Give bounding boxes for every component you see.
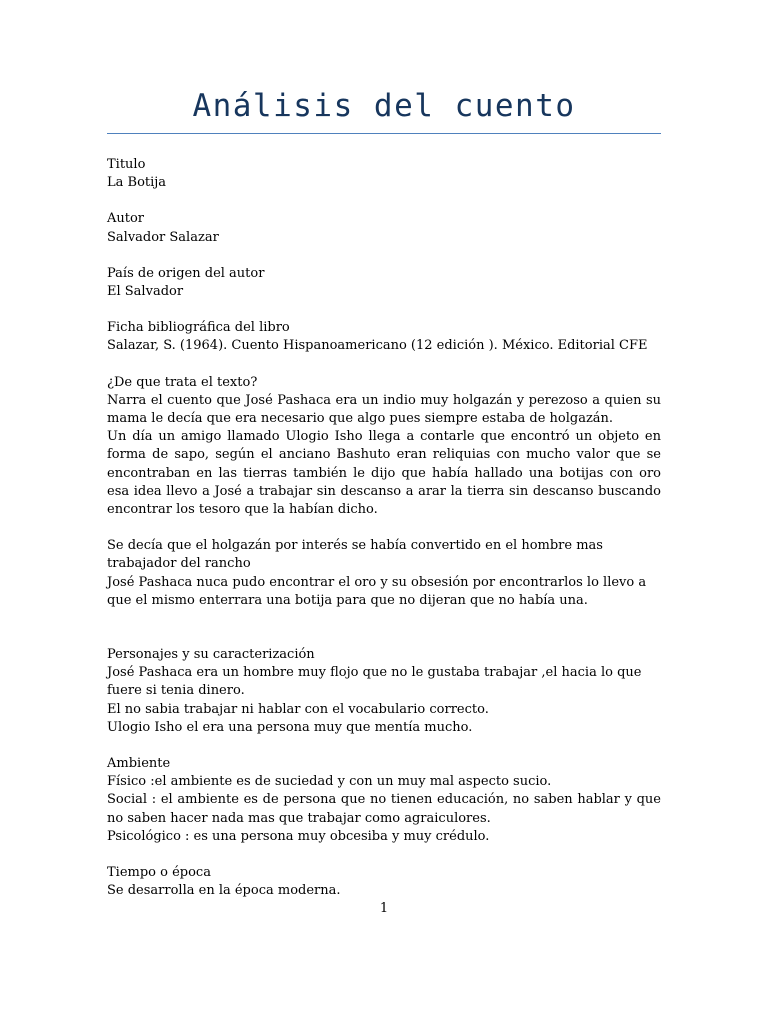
ambiente-fisico: Físico :el ambiente es de suciedad y con un muy mal aspecto sucio. <box>107 774 552 790</box>
tiempo-label: Tiempo o época <box>107 865 211 881</box>
ambiente-social: Social : el ambiente es de persona que no tienen educación, no saben hablar y que no saben hacer nada mas que trabajar como agraiculores. <box>107 792 661 826</box>
titulo-value: La Botija <box>107 175 167 191</box>
document-body <box>107 156 661 901</box>
trata-paragraph-4: José Pashaca nuca pudo encontrar el oro y su obsesión por encontrarlos lo llevo a que el mismo enterrara una botija para que no dijeran que no había una. <box>107 574 647 608</box>
trata-paragraph-1: Narra el cuento que José Pashaca era un indio muy holgazán y perezoso a quien su mama le decía que era necesario que algo pues siempre estaba de holgazán. <box>107 392 661 427</box>
ambiente-psicologico: Psicológico : es una persona muy obcesiba y muy crédulo. <box>107 828 490 844</box>
trata-paragraph-3: Se decía que el holgazán por interés se había convertido en el hombre mas trabajador del rancho <box>107 538 603 572</box>
ficha-label: Ficha bibliográfica del libro <box>107 320 290 336</box>
pais-value: El Salvador <box>107 284 184 300</box>
pais-label: País de origen del autor <box>107 265 265 281</box>
title-divider <box>107 133 661 134</box>
trata-label: ¿De que trata el texto? <box>107 374 258 390</box>
personajes-paragraph-1: José Pashaca era un hombre muy flojo que no le gustaba trabajar ,el hacia lo que fuere si tenia dinero. <box>107 665 642 699</box>
tiempo-value: Se desarrolla en la época moderna. <box>107 883 341 899</box>
trata-paragraph-2: Un día un amigo llamado Ulogio Isho llega a contarle que encontró un objeto en forma de sapo, según el anciano Bashuto eran reliquias con mucho valor que se encontraban en las tierras también le dijo que había hallado una botijas con oro esa idea llevo a José a trabajar sin descanso a arar la tierra sin descanso buscando encontrar los tesoro que la habían dicho. <box>107 429 661 518</box>
page-title: Análisis del cuento <box>192 88 576 124</box>
personajes-paragraph-2: El no sabia trabajar ni hablar con el vocabulario correcto. <box>107 701 489 717</box>
page-number: 1 <box>379 901 389 916</box>
autor-label: Autor <box>107 211 145 227</box>
titulo-label: Titulo <box>107 157 146 172</box>
ficha-value: Salazar, S. (1964). Cuento Hispanoamericano (12 edición ). México. Editorial CFE <box>107 338 648 354</box>
personajes-paragraph-3: Ulogio Isho el era una persona muy que mentía mucho. <box>107 719 473 735</box>
ambiente-label: Ambiente <box>107 756 171 772</box>
personajes-label: Personajes y su caracterización <box>107 647 315 663</box>
autor-value: Salvador Salazar <box>107 229 219 245</box>
